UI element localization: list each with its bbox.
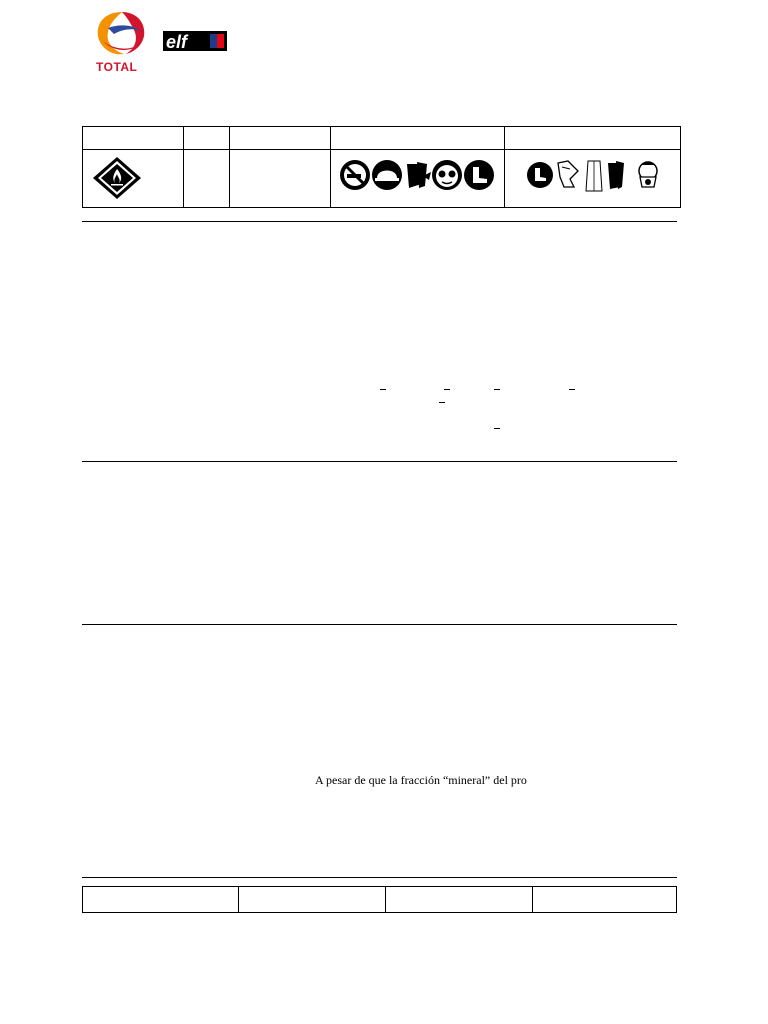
section-divider [82, 624, 677, 625]
dash-mark [439, 402, 445, 403]
gloves-icon [608, 161, 624, 189]
section-divider [82, 221, 677, 222]
respirator-icon [639, 162, 657, 187]
ppe-signs [524, 157, 670, 193]
dash-mark [380, 389, 386, 390]
boots-icon [464, 160, 494, 190]
dash-mark [569, 389, 575, 390]
no-smoking-icon [340, 160, 370, 190]
gloves-icon [407, 162, 431, 188]
footer-cell-2 [238, 887, 386, 912]
dash-mark [494, 428, 500, 429]
flammable-diamond-icon [91, 155, 143, 201]
helmet-icon [372, 160, 402, 190]
table-header-divider [83, 149, 680, 150]
footer-cell-3 [385, 887, 533, 912]
table-col-2 [183, 127, 230, 207]
elf-logo [163, 29, 227, 53]
mandatory-signs [339, 158, 495, 192]
section-divider [82, 461, 677, 462]
dash-mark [494, 389, 500, 390]
table-col-3 [229, 127, 331, 207]
coat-icon [586, 161, 602, 191]
goggles-icon [432, 160, 462, 190]
hazard-table [82, 126, 681, 208]
boots-icon [527, 162, 553, 188]
footer-table [82, 886, 677, 913]
svg-text:elf: elf [166, 32, 188, 52]
footer-cell-1 [83, 887, 239, 912]
dash-mark [444, 389, 450, 390]
apron-icon [558, 161, 578, 187]
section-divider [82, 877, 677, 878]
total-wordmark: TOTAL [96, 60, 138, 74]
body-text: A pesar de que la fracción “mineral” del pro [315, 773, 527, 787]
